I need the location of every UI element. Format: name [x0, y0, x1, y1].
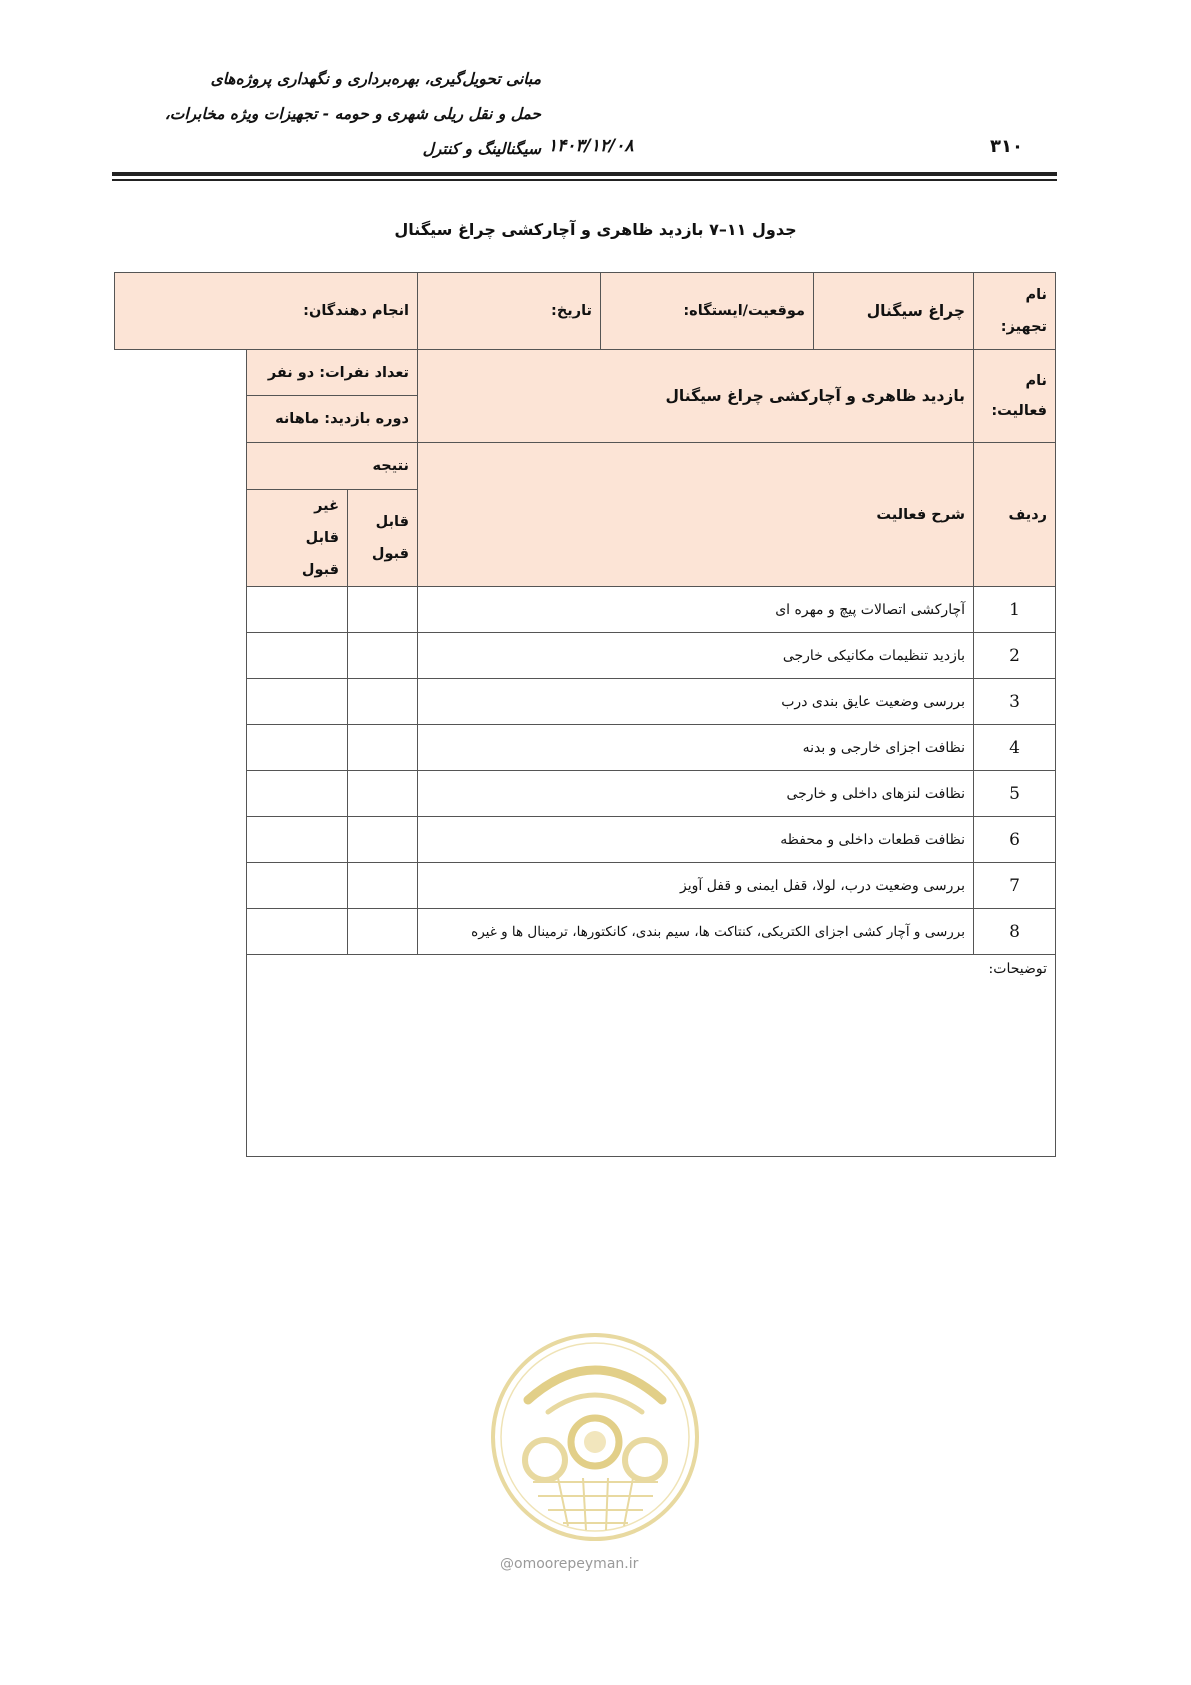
omoore-peyman-logo — [488, 1330, 702, 1544]
table-caption: جدول ۱۱–۷ بازدید ظاهری و آچارکشی چراغ سیگنال — [394, 220, 797, 239]
result-not-acceptable-checkbox[interactable] — [246, 863, 347, 909]
header-rule-thin — [112, 179, 1057, 181]
row-number: 1 — [974, 587, 1056, 633]
equipment-label-cell — [974, 273, 1056, 350]
result-not-acceptable-checkbox[interactable] — [246, 909, 347, 955]
row-activity: بررسی و آچار کشی اجزای الکتریکی، کنتاکت ها، سیم بندی، کانکتورها، ترمینال ها و غیره — [417, 909, 973, 955]
watermark-site: @omoorepeyman.ir — [500, 1556, 639, 1572]
date-label: تاریخ: — [417, 273, 600, 350]
table-row — [115, 863, 1056, 909]
row-number: 2 — [974, 633, 1056, 679]
column-acceptable-1: قابل — [375, 514, 409, 530]
inspection-form-table — [114, 272, 1056, 1157]
row-number: 5 — [974, 771, 1056, 817]
notes-field[interactable] — [246, 955, 1055, 1157]
header-title-line-2: حمل و نقل ریلی شهری و حومه - تجهیزات ویژه مخابرات، — [164, 105, 541, 123]
result-not-acceptable-checkbox[interactable] — [246, 679, 347, 725]
row-number: 6 — [974, 817, 1056, 863]
column-not-acceptable-1: غیر قابل — [305, 498, 339, 546]
row-activity: بررسی وضعیت عایق بندی درب — [417, 679, 973, 725]
column-not-acceptable — [246, 490, 347, 587]
row-number: 3 — [974, 679, 1056, 725]
result-acceptable-checkbox[interactable] — [347, 863, 417, 909]
result-acceptable-checkbox[interactable] — [347, 771, 417, 817]
row-activity: نظافت لنزهای داخلی و خارجی — [417, 771, 973, 817]
header-title-line-1: مبانی تحویل‌گیری، بهره‌برداری و نگهداری پروژه‌های — [210, 70, 541, 88]
equipment-value: چراغ سیگنال — [814, 273, 974, 350]
activity-label-cell — [974, 350, 1056, 443]
column-description: شرح فعالیت — [417, 443, 973, 587]
table-row — [115, 909, 1056, 955]
table-row — [115, 817, 1056, 863]
table-row — [115, 679, 1056, 725]
column-not-acceptable-2: قبول — [301, 562, 339, 578]
row-activity: بررسی وضعیت درب، لولا، قفل ایمنی و قفل آویز — [417, 863, 973, 909]
activity-value: بازدید ظاهری و آچارکشی چراغ سیگنال — [417, 350, 973, 443]
result-acceptable-checkbox[interactable] — [347, 633, 417, 679]
equipment-label-2: تجهیز: — [1000, 319, 1047, 335]
personnel-count: تعداد نفرات: دو نفر — [246, 350, 417, 396]
notes-label: توضیحات: — [988, 961, 1047, 977]
result-acceptable-checkbox[interactable] — [347, 725, 417, 771]
row-activity: نظافت قطعات داخلی و محفظه — [417, 817, 973, 863]
result-not-acceptable-checkbox[interactable] — [246, 771, 347, 817]
table-row — [115, 587, 1056, 633]
table-row — [115, 771, 1056, 817]
location-label: موقعیت/ایستگاه: — [600, 273, 813, 350]
table-row — [115, 633, 1056, 679]
column-acceptable-2: قبول — [371, 546, 409, 562]
activity-label-1: نام — [1025, 373, 1047, 389]
result-acceptable-checkbox[interactable] — [347, 587, 417, 633]
result-acceptable-checkbox[interactable] — [347, 679, 417, 725]
result-not-acceptable-checkbox[interactable] — [246, 817, 347, 863]
column-result: نتیجه — [246, 443, 417, 490]
page-number: ۳۱۰ — [990, 136, 1023, 157]
row-activity: آچارکشی اتصالات پیچ و مهره ای — [417, 587, 973, 633]
inspection-period: دوره بازدید: ماهانه — [246, 396, 417, 443]
column-row-number: ردیف — [974, 443, 1056, 587]
activity-label-2: فعالیت: — [991, 403, 1047, 419]
header-title-line-3: سیگنالینگ و کنترل — [422, 140, 541, 158]
row-number: 7 — [974, 863, 1056, 909]
header-rule-thick — [112, 172, 1057, 176]
row-number: 4 — [974, 725, 1056, 771]
row-activity: نظافت اجزای خارجی و بدنه — [417, 725, 973, 771]
table-row — [115, 725, 1056, 771]
result-not-acceptable-checkbox[interactable] — [246, 587, 347, 633]
equipment-label-1: نام — [1025, 287, 1047, 303]
result-not-acceptable-checkbox[interactable] — [246, 633, 347, 679]
result-not-acceptable-checkbox[interactable] — [246, 725, 347, 771]
performers-label: انجام دهندگان: — [115, 273, 418, 350]
row-activity: بازدید تنظیمات مکانیکی خارجی — [417, 633, 973, 679]
result-acceptable-checkbox[interactable] — [347, 817, 417, 863]
result-acceptable-checkbox[interactable] — [347, 909, 417, 955]
header-date: ۱۴۰۳/۱۲/۰۸ — [548, 136, 634, 156]
column-acceptable — [347, 490, 417, 587]
row-number: 8 — [974, 909, 1056, 955]
